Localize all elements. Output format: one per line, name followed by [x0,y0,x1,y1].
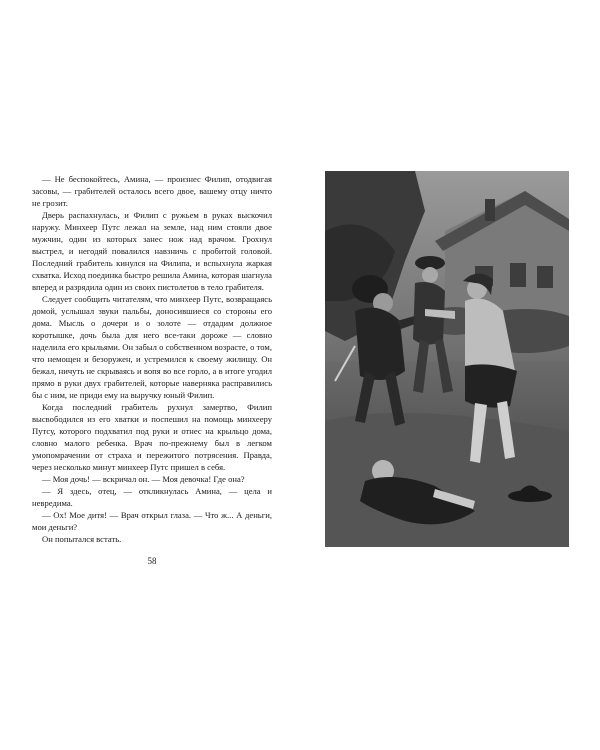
paragraph: Следует сообщить читателям, что минхеер Путс, возвращаясь домой, услышал звуки пальбы, доносившиеся со стороны его дома. Мысль о дочери и о золоте — отдадим должное коротышке, дочь была для него все-таки дороже — словно наделила его крыльями. Он забыл о собственном возрасте, о том, что немощен и безоружен, и устремился к своему жилищу. Он бежал, ничуть не скрываясь и вопя во все горло, а в итоге угодил прямо в руки двух грабителей, которые наверняка расправились бы с ним, не приди ему на выручку юный Филип. [32,294,272,400]
fight-scene-illustration [325,171,569,547]
paragraph: Когда последний грабитель рухнул замертво, Филип высвободился из его хватки и поспешил на помощь минхееру Путсу, которого подхватил под руки и отнес на крыльцо дома, словно малого ребенка. Врач по-прежнему был в легком умопомрачении от страха и пережитого потрясения. Правда, через несколько минут минхеер Путс пришел в себя. [32,402,272,472]
paragraph: — Не беспокойтесь, Амина, — произнес Филип, отодвигая засовы, — грабителей осталось всего двое, вашему отцу ничто не грозит. [32,174,272,208]
paragraph: Он попытался встать. [42,534,122,544]
paragraph: — Ох! Мое дитя! — Врач открыл глаза. — Что ж... А деньги, мои деньги? [32,510,272,532]
page-number: 58 [147,556,157,566]
paragraph: Дверь распахнулась, и Филип с ружьем в руках выскочил наружу. Минхеер Путс лежал на земле, над ним стояли двое мужчин, один из которых занес нож над врачом. Грохнул выстрел, и негодяй повалился навзничь с пробитой головой. Последний грабитель кинулся на Филипа, и вспыхнула жаркая схватка. Исход поединка быстро решила Амина, которая шагнула вперед и разрядила один из своих пистолетов в тело грабителя. [32,210,272,292]
text-column [32,173,272,545]
paragraph: — Я здесь, отец, — откликнулась Амина, — цела и невредима. [32,486,272,508]
illustration [325,171,569,547]
paragraph: — Моя дочь! — вскричал он. — Моя девочка! Где она? [42,474,245,484]
